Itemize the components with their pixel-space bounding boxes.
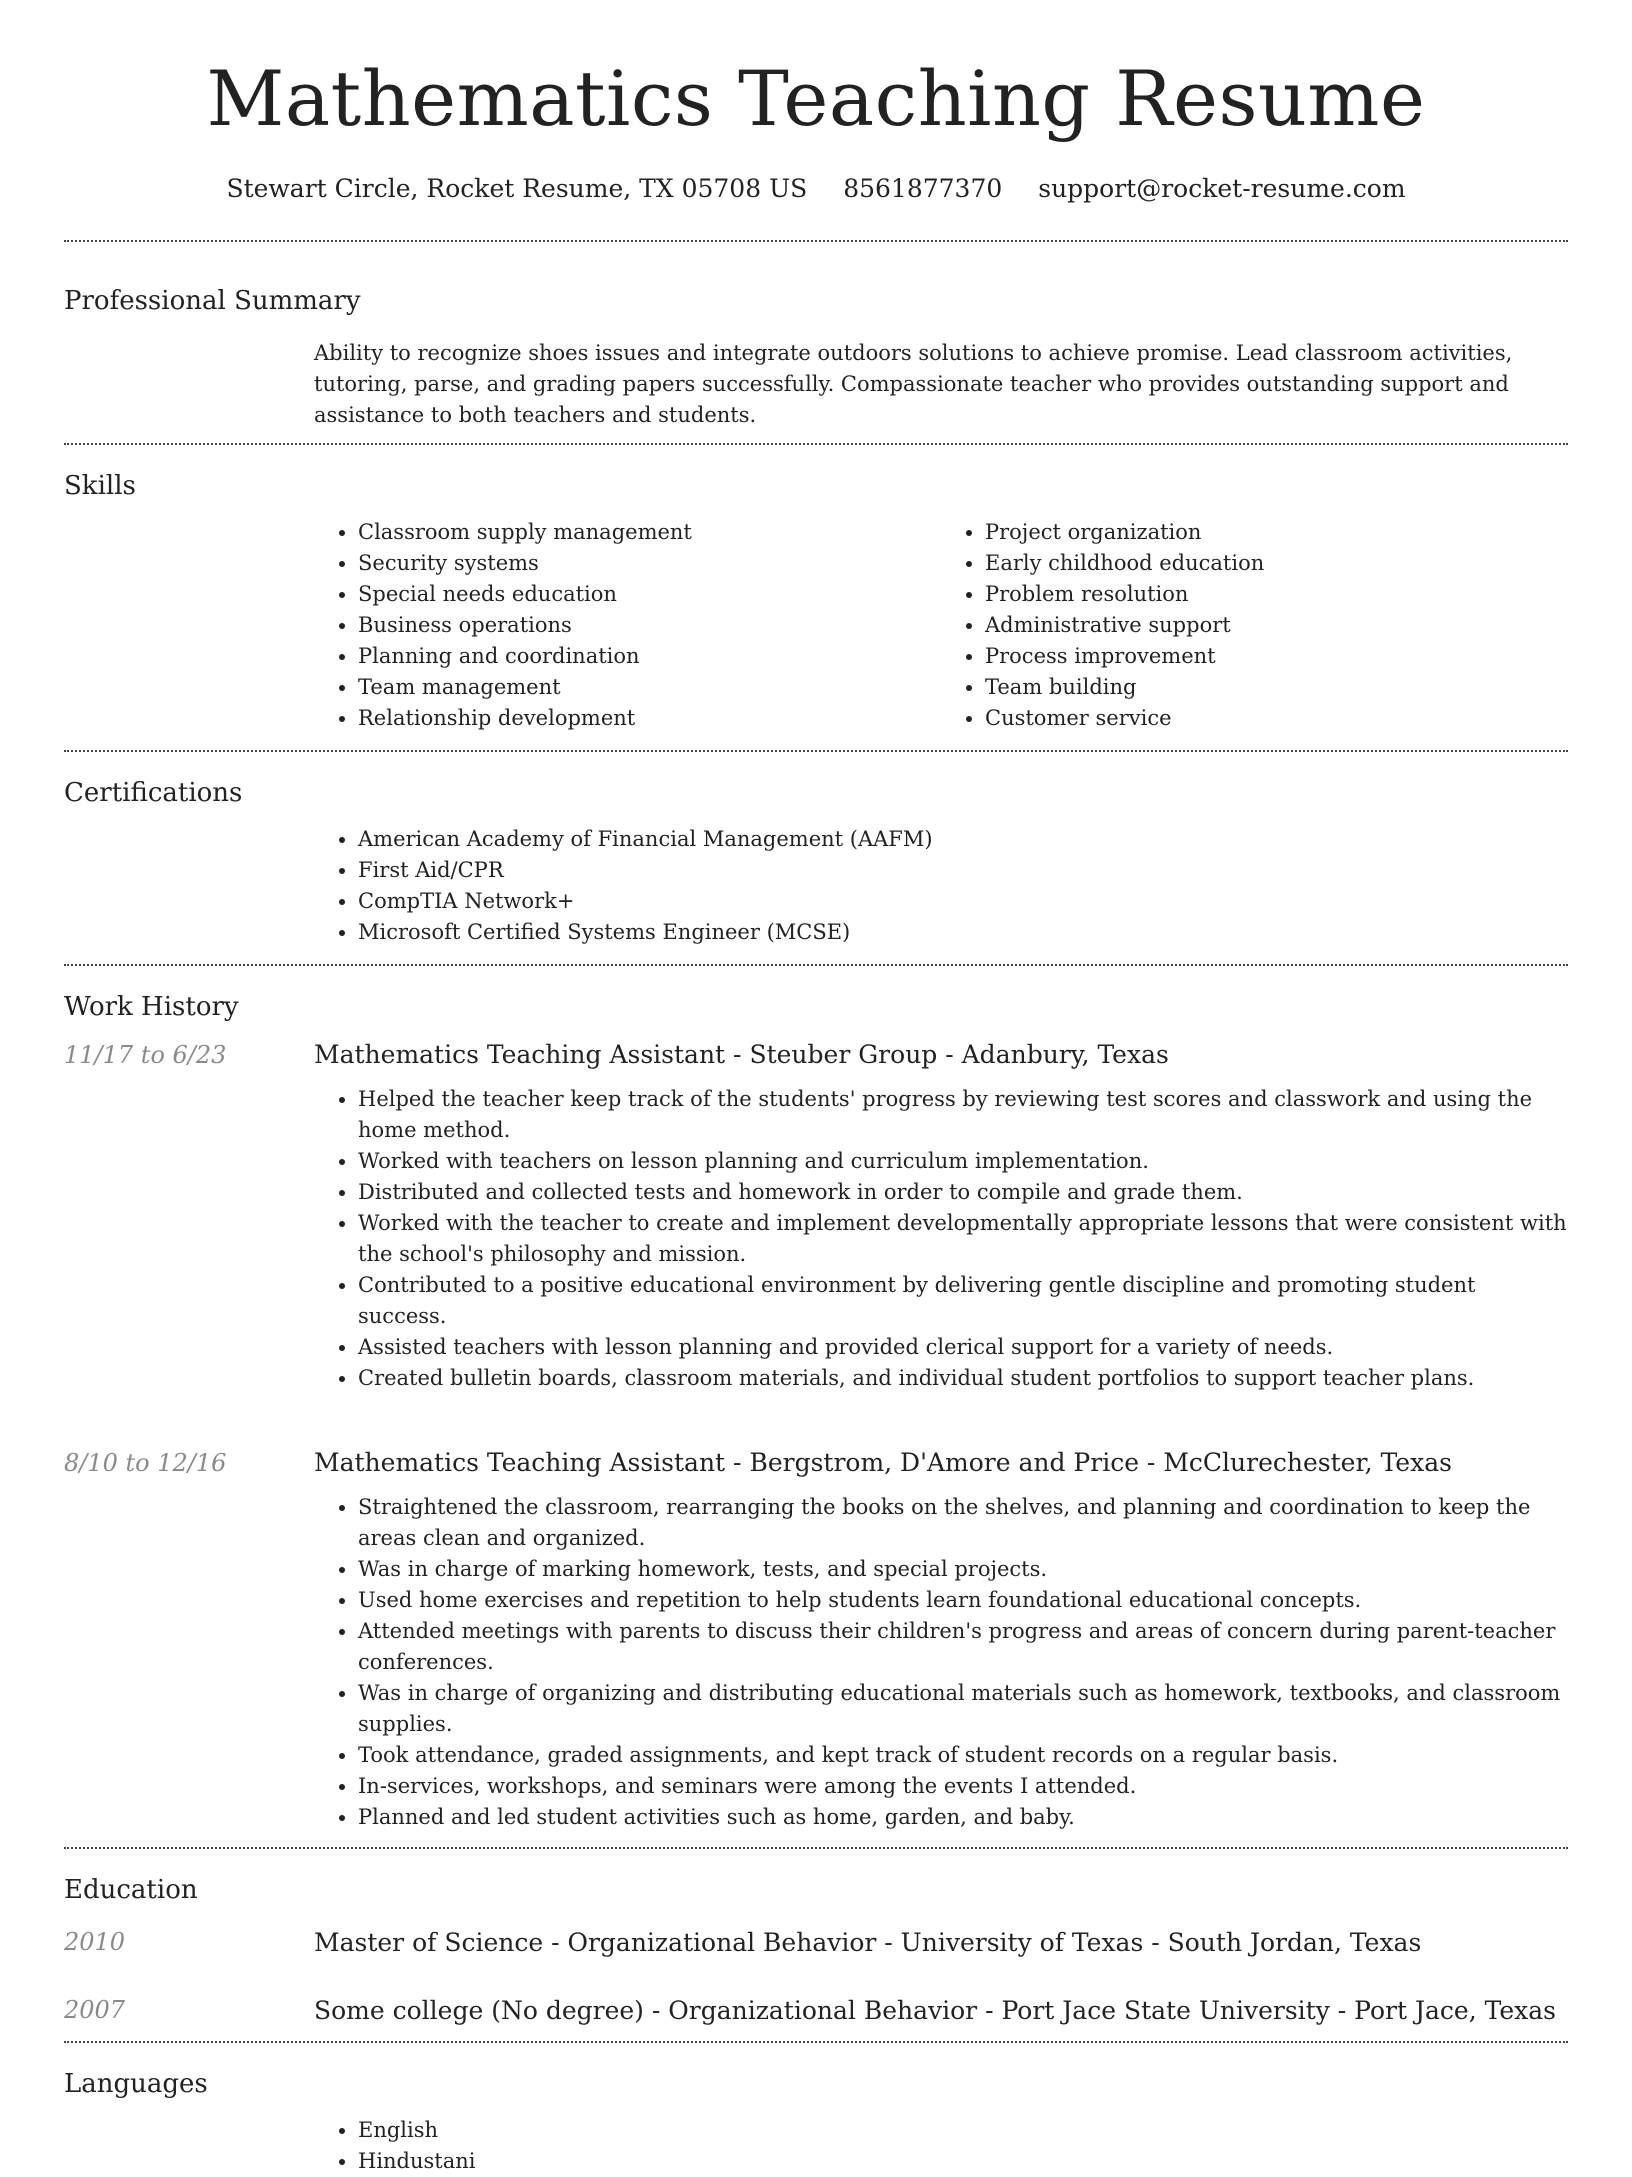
list-item: • Worked with teachers on lesson planning and curriculum implementation.: [358, 1146, 1568, 1177]
education-year: 2010: [64, 1928, 126, 1956]
list-item: • American Academy of Financial Management (AAFM): [358, 824, 1568, 855]
languages-section: [64, 2043, 1568, 2177]
list-item: • Was in charge of organizing and distributing educational materials such as homework, textbooks, and classroom supplies.: [358, 1678, 1568, 1740]
list-item: • Assisted teachers with lesson planning and provided clerical support for a variety of needs.: [358, 1332, 1568, 1363]
contact-email: support@rocket-resume.com: [1038, 174, 1406, 203]
skills-grid: [314, 517, 1568, 750]
education-section: [64, 1849, 1568, 2041]
list-item: • Microsoft Certified Systems Engineer (MCSE): [358, 917, 1568, 948]
resume-title: Mathematics Teaching Resume: [206, 54, 1426, 143]
education-degree: Master of Science - Organizational Behavior - University of Texas - South Jordan, Texas: [314, 1927, 1422, 1957]
list-item: • Administrative support: [985, 610, 1568, 641]
summary-section: [64, 242, 1568, 443]
list-item: • Classroom supply management: [358, 517, 941, 548]
summary-text: Ability to recognize shoes issues and integrate outdoors solutions to achieve promise. Lead classroom activities, tutoring, parse, and grading papers successfully. Compassionate teacher who provides outstanding support and assistance to both teachers and students.: [314, 341, 1513, 427]
education-year: 2007: [64, 1996, 126, 2024]
job-bullets: [314, 1084, 1568, 1408]
certifications-heading: Certifications: [64, 778, 243, 808]
list-item: • In-services, workshops, and seminars were among the events I attended.: [358, 1771, 1568, 1802]
list-item: • Created bulletin boards, classroom materials, and individual student portfolios to support teacher plans.: [358, 1363, 1568, 1394]
list-item: • Took attendance, graded assignments, and kept track of student records on a regular basis.: [358, 1740, 1568, 1771]
list-item: • Special needs education: [358, 579, 941, 610]
work-history-heading: Work History: [64, 992, 239, 1022]
job-employer: - Steuber Group - Adanbury, Texas: [725, 1040, 1169, 1069]
job-employer: - Bergstrom, D'Amore and Price - McClurechester, Texas: [725, 1448, 1452, 1477]
list-item: • Distributed and collected tests and homework in order to compile and grade them.: [358, 1177, 1568, 1208]
list-item: • Planning and coordination: [358, 641, 941, 672]
job-bullets: [314, 1492, 1568, 1847]
job-title: [314, 1038, 1568, 1072]
list-item: • Helped the teacher keep track of the students' progress by reviewing test scores and classwork and using the home method.: [358, 1084, 1568, 1146]
languages-body: [314, 2115, 1568, 2177]
job-dates: 8/10 to 12/16: [64, 1449, 227, 1477]
job-title: [314, 1446, 1568, 1480]
list-item: • Security systems: [358, 548, 941, 579]
summary-heading: Professional Summary: [64, 286, 361, 316]
certifications-list: [314, 824, 1568, 948]
job-role: Mathematics Teaching Assistant: [314, 1448, 726, 1477]
job-details: [314, 1446, 1568, 1847]
contact-line: [0, 172, 1632, 206]
list-item: • Planned and led student activities such as home, garden, and baby.: [358, 1802, 1568, 1833]
list-item: • Business operations: [358, 610, 941, 641]
certifications-body: [314, 824, 1568, 964]
list-item: • Hindustani: [358, 2146, 1568, 2177]
education-entries: [64, 1921, 1568, 2041]
list-item: • CompTIA Network+: [358, 886, 1568, 917]
list-item: • First Aid/CPR: [358, 855, 1568, 886]
list-item: • Team management: [358, 672, 941, 703]
job-entry: [64, 1038, 1568, 1408]
list-item: • Customer service: [985, 703, 1568, 734]
job-entry: [64, 1446, 1568, 1847]
list-item: • Problem resolution: [985, 579, 1568, 610]
list-item: • Attended meetings with parents to discuss their children's progress and areas of concern during parent-teacher conferences.: [358, 1616, 1568, 1678]
job-dates: 11/17 to 6/23: [64, 1041, 227, 1069]
list-item: • Early childhood education: [985, 548, 1568, 579]
list-item: • English: [358, 2115, 1568, 2146]
certifications-section: [64, 752, 1568, 964]
job-role: Mathematics Teaching Assistant: [314, 1040, 726, 1069]
languages-list: [314, 2115, 1568, 2177]
work-history-section: [64, 966, 1568, 1847]
list-item: • Worked with the teacher to create and implement developmentally appropriate lessons that were consistent with the school's philosophy and mission.: [358, 1208, 1568, 1270]
languages-heading: Languages: [64, 2069, 208, 2099]
contact-phone: 8561877370: [843, 174, 1003, 203]
skills-section: [64, 445, 1568, 750]
contact-address: Stewart Circle, Rocket Resume, TX 05708 US: [226, 174, 808, 203]
list-item: • Process improvement: [985, 641, 1568, 672]
skills-list-right: [941, 517, 1568, 734]
job-details: [314, 1038, 1568, 1408]
education-degree: Some college (No degree) - Organizational Behavior - Port Jace State University - Port Jace, Texas: [314, 1995, 1556, 2025]
list-item: • Project organization: [985, 517, 1568, 548]
education-heading: Education: [64, 1875, 198, 1905]
list-item: • Straightened the classroom, rearranging the books on the shelves, and planning and coordination to keep the areas clean and organized.: [358, 1492, 1568, 1554]
list-item: • Team building: [985, 672, 1568, 703]
skills-list-left: [314, 517, 941, 734]
skills-heading: Skills: [64, 471, 136, 501]
list-item: • Was in charge of marking homework, tests, and special projects.: [358, 1554, 1568, 1585]
education-entry: [64, 1993, 1568, 2027]
list-item: • Relationship development: [358, 703, 941, 734]
education-entry: [64, 1925, 1568, 1959]
list-item: • Contributed to a positive educational environment by delivering gentle discipline and promoting student success.: [358, 1270, 1568, 1332]
list-item: • Used home exercises and repetition to help students learn foundational educational concepts.: [358, 1585, 1568, 1616]
